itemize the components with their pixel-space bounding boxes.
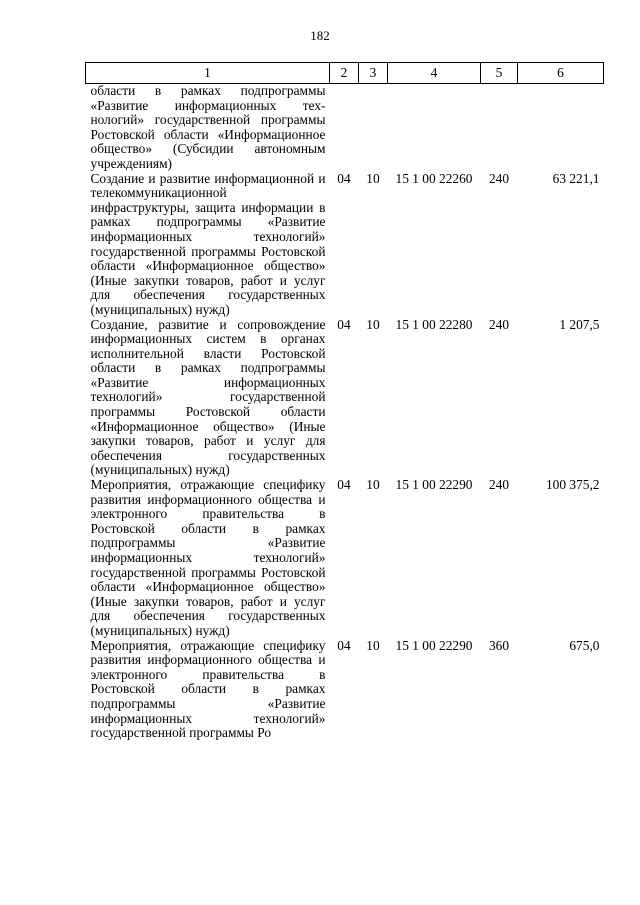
row-amount <box>518 84 604 172</box>
header-col-6: 6 <box>518 63 604 84</box>
header-col-5: 5 <box>481 63 518 84</box>
row-target-code: 15 1 00 22290 <box>395 477 473 493</box>
row-section: 04 <box>337 170 351 186</box>
row-section <box>330 84 359 172</box>
row-amount: 100 375,2 <box>545 477 600 493</box>
row-subsection: 10 <box>366 316 380 332</box>
row-amount: 63 221,1 <box>552 170 600 186</box>
row-section: 04 <box>337 637 351 653</box>
row-description: Создание, развитие и сопровождение информационных систем в органах исполнительной власти Ростовской области в рамках подпрограммы «Развитие информационных технологий» государственной программы Ростовской области «Информационное общество» (Иные закупки товаров, работ и услуг для обеспечения государственных (муниципальных) нужд) <box>90 316 326 478</box>
header-row <box>86 63 604 84</box>
row-expense-type: 240 <box>488 170 510 186</box>
row-expense-type <box>481 84 518 172</box>
row-description: Мероприятия, отражающие специфику развития информационного общества и электронного правительства в Ростовской области в рамках подпрограммы «Развитие информационных технологий» государственной программы Ростовской области «Информационное общество» (Иные закупки товаров, работ и услуг для обеспечения государственных (муниципальных) нужд) <box>90 477 326 638</box>
row-subsection: 10 <box>366 637 380 653</box>
row-expense-type: 360 <box>488 637 510 653</box>
row-expense-type: 240 <box>488 316 510 332</box>
row-target-code: 15 1 00 22260 <box>395 170 473 186</box>
table-row <box>86 478 604 639</box>
budget-table <box>85 62 604 741</box>
table-header <box>86 63 604 84</box>
row-description: Мероприятия, отражающие специфику развития информационного общества и электронного правительства в Ростовской области в рамках подпрограммы «Развитие информационных технологий» государственной программы Ро <box>90 637 326 741</box>
row-description: области в рамках подпрограммы «Развитие информационных технологий» государственной программы Ростовской области «Информационное общество» (Субсидии автономным учреждениям) <box>90 83 326 171</box>
header-col-4: 4 <box>388 63 481 84</box>
header-col-2: 2 <box>330 63 359 84</box>
row-description: Создание и развитие информационной и телекоммуникационной инфраструктуры, защита информации в рамках подпрограммы «Развитие информационных технологий» государственной программы Ростовской области «Информационное общество» (Иные закупки товаров, работ и услуг для обеспечения государственных (муниципальных) нужд) <box>90 170 326 317</box>
table-row <box>86 172 604 318</box>
row-subsection: 10 <box>366 170 380 186</box>
table-row <box>86 84 604 172</box>
table-body <box>86 84 604 741</box>
header-col-3: 3 <box>359 63 388 84</box>
table-row <box>86 639 604 741</box>
page-number: 182 <box>310 28 330 43</box>
row-target-code <box>388 84 481 172</box>
row-subsection <box>359 84 388 172</box>
row-subsection: 10 <box>366 477 380 493</box>
row-section: 04 <box>337 477 351 493</box>
table-row <box>86 318 604 479</box>
row-amount: 675,0 <box>569 637 600 653</box>
row-section: 04 <box>337 316 351 332</box>
row-amount: 1 207,5 <box>559 316 600 332</box>
row-target-code: 15 1 00 22290 <box>395 637 473 653</box>
row-expense-type: 240 <box>488 477 510 493</box>
row-target-code: 15 1 00 22280 <box>395 316 473 332</box>
header-col-1: 1 <box>86 63 330 84</box>
